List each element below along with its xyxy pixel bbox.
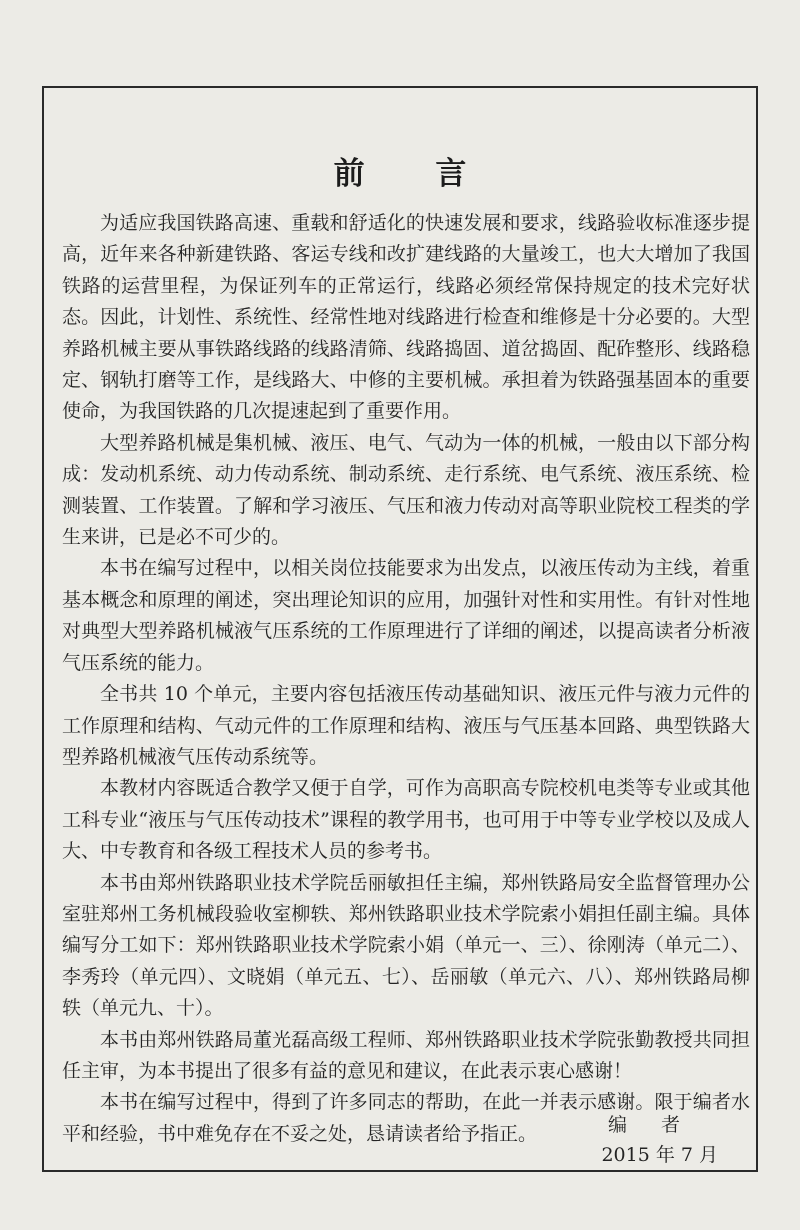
signature-block (601, 1110, 718, 1170)
paragraph-1: 为适应我国铁路高速、重载和舒适化的快速发展和要求，线路验收标准逐步提高，近年来各种新建铁路、客运专线和改扩建线路的大量竣工，也大大增加了我国铁路的运营里程，为保证列车的正常运行，线路必须经常保持规定的技术完好状态。因此，计划性、系统性、经常性地对线路进行检查和维修是十分必要的。大型养路机械主要从事铁路线路的线路清筛、线路捣固、道岔捣固、配砟整形、线路稳定、钢轨打磨等工作，是线路大、中修的主要机械。承担着为铁路强基固本的重要使命，为我国铁路的几次提速起到了重要作用。 (62, 212, 750, 423)
preface-body (62, 208, 750, 1150)
paragraph-2: 大型养路机械是集机械、液压、电气、气动为一体的机械，一般由以下部分构成：发动机系统、动力传动系统、制动系统、走行系统、电气系统、液压系统、检测装置、工作装置。了解和学习液压、气压和液力传动对高等职业院校工程类的学生来讲，已是必不可少的。 (62, 431, 750, 549)
signature-date: 2015 年 7 月 (601, 1144, 718, 1166)
paragraph-7: 本书由郑州铁路局董光磊高级工程师、郑州铁路职业技术学院张勤教授共同担任主审，为本书提出了很多有益的意见和建议，在此表示衷心感谢！ (62, 1028, 750, 1082)
page-title: 前 言 (333, 156, 497, 192)
paragraph-6: 本书由郑州铁路职业技术学院岳丽敏担任主编，郑州铁路局安全监督管理办公室驻郑州工务机械段验收室柳轶、郑州铁路职业技术学院索小娟担任副主编。具体编写分工如下：郑州铁路职业技术学院索小娟（单元一、三）、徐刚涛（单元二）、李秀玲（单元四）、文晓娟（单元五、七）、岳丽敏（单元六、八）、郑州铁路局柳轶（单元九、十）。 (62, 871, 750, 1020)
paragraph-8: 本书在编写过程中，得到了许多同志的帮助，在此一并表示感谢。限于编者水平和经验，书中难免存在不妥之处，恳请读者给予指正。 (62, 1091, 750, 1145)
paragraph-4: 全书共 10 个单元，主要内容包括液压传动基础知识、液压元件与液力元件的工作原理和结构、气动元件的工作原理和结构、液压与气压基本回路、典型铁路大型养路机械液气压传动系统等。 (62, 683, 750, 768)
paragraph-3: 本书在编写过程中，以相关岗位技能要求为出发点，以液压传动为主线，着重基本概念和原理的阐述，突出理论知识的应用，加强针对性和实用性。有针对性地对典型大型养路机械液气压系统的工作原理进行了详细的阐述，以提高读者分析液气压系统的能力。 (62, 557, 750, 674)
signature-author: 编 者 (607, 1114, 694, 1136)
paragraph-5: 本教材内容既适合教学又便于自学，可作为高职高专院校机电类等专业或其他工科专业“液压与气压传动技术”课程的教学用书，也可用于中等专业学校以及成人大、中专教育和各级工程技术人员的参考书。 (62, 777, 750, 863)
